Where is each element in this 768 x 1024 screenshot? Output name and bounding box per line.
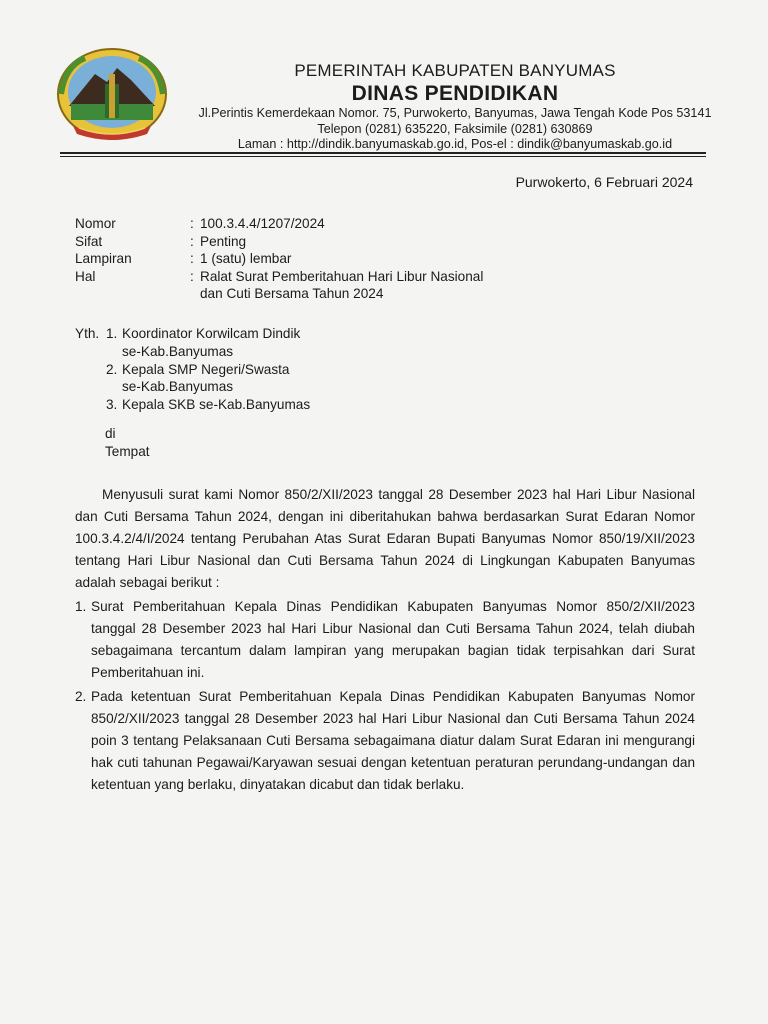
addressee-item bbox=[75, 325, 310, 343]
points-list bbox=[75, 596, 695, 796]
meta-colon: : bbox=[190, 216, 194, 231]
addressee-item bbox=[75, 396, 310, 414]
list-item-text: Surat Pemberitahuan Kepala Dinas Pendidikan Kabupaten Banyumas Nomor 850/2/XII/2023 tanggal 28 Desember 2023 hal Hari Libur Nasional dan Cuti Bersama Tahun 2024, telah diubah sebagaimana tercantum dalam lampiran yang merupakan bagian tidak terpisahkan dari Surat Pemberitahuan ini. bbox=[91, 599, 695, 680]
intro-paragraph: Menyusuli surat kami Nomor 850/2/XII/2023 tanggal 28 Desember 2023 hal Hari Libur Nasional dan Cuti Bersama Tahun 2024, dengan ini diberitahukan bahwa berdasarkan Surat Edaran Nomor 100.3.4.2/4/I/2024 tentang Perubahan Atas Surat Edaran Bupati Banyumas Nomor 850/19/XII/2023 tentang Hari Libur Nasional dan Cuti Bersama Tahun 2024 di Lingkungan Kabupaten Banyumas adalah sebagai berikut : bbox=[75, 487, 695, 590]
department-name: DINAS PENDIDIKAN bbox=[351, 82, 559, 105]
letterhead-phone: Telepon (0281) 635220, Faksimile (0281) 630869 bbox=[317, 121, 593, 136]
addressee-number: 3. bbox=[106, 397, 118, 413]
addressee-line: se-Kab.Banyumas bbox=[122, 343, 234, 359]
meta-row-lampiran bbox=[75, 250, 560, 268]
place-name: Tempat bbox=[105, 444, 150, 459]
letterhead-address: Jl.Perintis Kemerdekaan Nomor. 75, Purwokerto, Banyumas, Jawa Tengah Kode Pos 53141 bbox=[198, 106, 712, 120]
addressee-place bbox=[105, 425, 150, 461]
meta-value: 100.3.4.4/1207/2024 bbox=[200, 216, 325, 231]
addressee-line: Kepala SMP Negeri/Swasta bbox=[122, 361, 290, 377]
meta-colon: : bbox=[190, 268, 194, 284]
letter-date: Purwokerto, 6 Februari 2024 bbox=[515, 174, 693, 190]
meta-label: Nomor bbox=[75, 216, 116, 231]
meta-row-hal bbox=[75, 268, 560, 303]
meta-colon: : bbox=[190, 233, 194, 249]
list-item-number: 2. bbox=[75, 689, 87, 704]
addressee-prefix: Yth. bbox=[75, 326, 100, 341]
meta-label: Lampiran bbox=[75, 251, 132, 267]
meta-row-nomor bbox=[75, 215, 560, 233]
list-item bbox=[75, 686, 695, 796]
meta-value: Penting bbox=[200, 233, 247, 249]
addressee-line: Kepala SKB se-Kab.Banyumas bbox=[122, 397, 311, 413]
list-item bbox=[75, 596, 695, 684]
banyumas-emblem-icon bbox=[55, 46, 169, 142]
letterhead-web: Laman : http://dindik.banyumaskab.go.id, Pos-el : dindik@banyumaskab.go.id bbox=[237, 137, 673, 151]
addressee-number: 2. bbox=[106, 361, 118, 377]
meta-label: Sifat bbox=[75, 233, 103, 249]
meta-colon: : bbox=[190, 251, 194, 267]
letterhead bbox=[160, 60, 750, 153]
meta-row-sifat bbox=[75, 233, 560, 251]
addressee-line: se-Kab.Banyumas bbox=[122, 379, 234, 395]
addressee-line: Koordinator Korwilcam Dindik bbox=[122, 326, 301, 341]
letter-body bbox=[75, 484, 695, 796]
meta-label: Hal bbox=[75, 268, 96, 284]
list-item-number: 1. bbox=[75, 599, 87, 614]
list-item-text: Pada ketentuan Surat Pemberitahuan Kepala Dinas Pendidikan Kabupaten Banyumas Nomor 850/2/XII/2023 tanggal 28 Desember 2023 hal Hari Libur Nasional dan Cuti Bersama Tahun 2024 poin 3 tentang Pelaksanaan Cuti Bersama sebagaimana diatur dalam Surat Edaran ini mengurangi hak cuti tahunan Pegawai/Karyawan sesuai dengan ketentuan peraturan perundang-undangan dan ketentuan yang berlaku, dinyatakan dicabut dan tidak berlaku. bbox=[91, 689, 695, 792]
letterhead-divider bbox=[60, 152, 706, 154]
addressee-item bbox=[75, 361, 310, 379]
meta-value: 1 (satu) lembar bbox=[200, 251, 292, 267]
government-name: PEMERINTAH KABUPATEN BANYUMAS bbox=[294, 61, 616, 80]
letter-meta bbox=[75, 215, 560, 303]
addressee-block bbox=[75, 325, 310, 414]
addressee-number: 1. bbox=[106, 326, 118, 341]
letterhead-divider-thin bbox=[60, 156, 706, 157]
meta-value: Ralat Surat Pemberitahuan Hari Libur Nasional dan Cuti Bersama Tahun 2024 bbox=[200, 268, 484, 302]
place-di: di bbox=[105, 426, 116, 441]
